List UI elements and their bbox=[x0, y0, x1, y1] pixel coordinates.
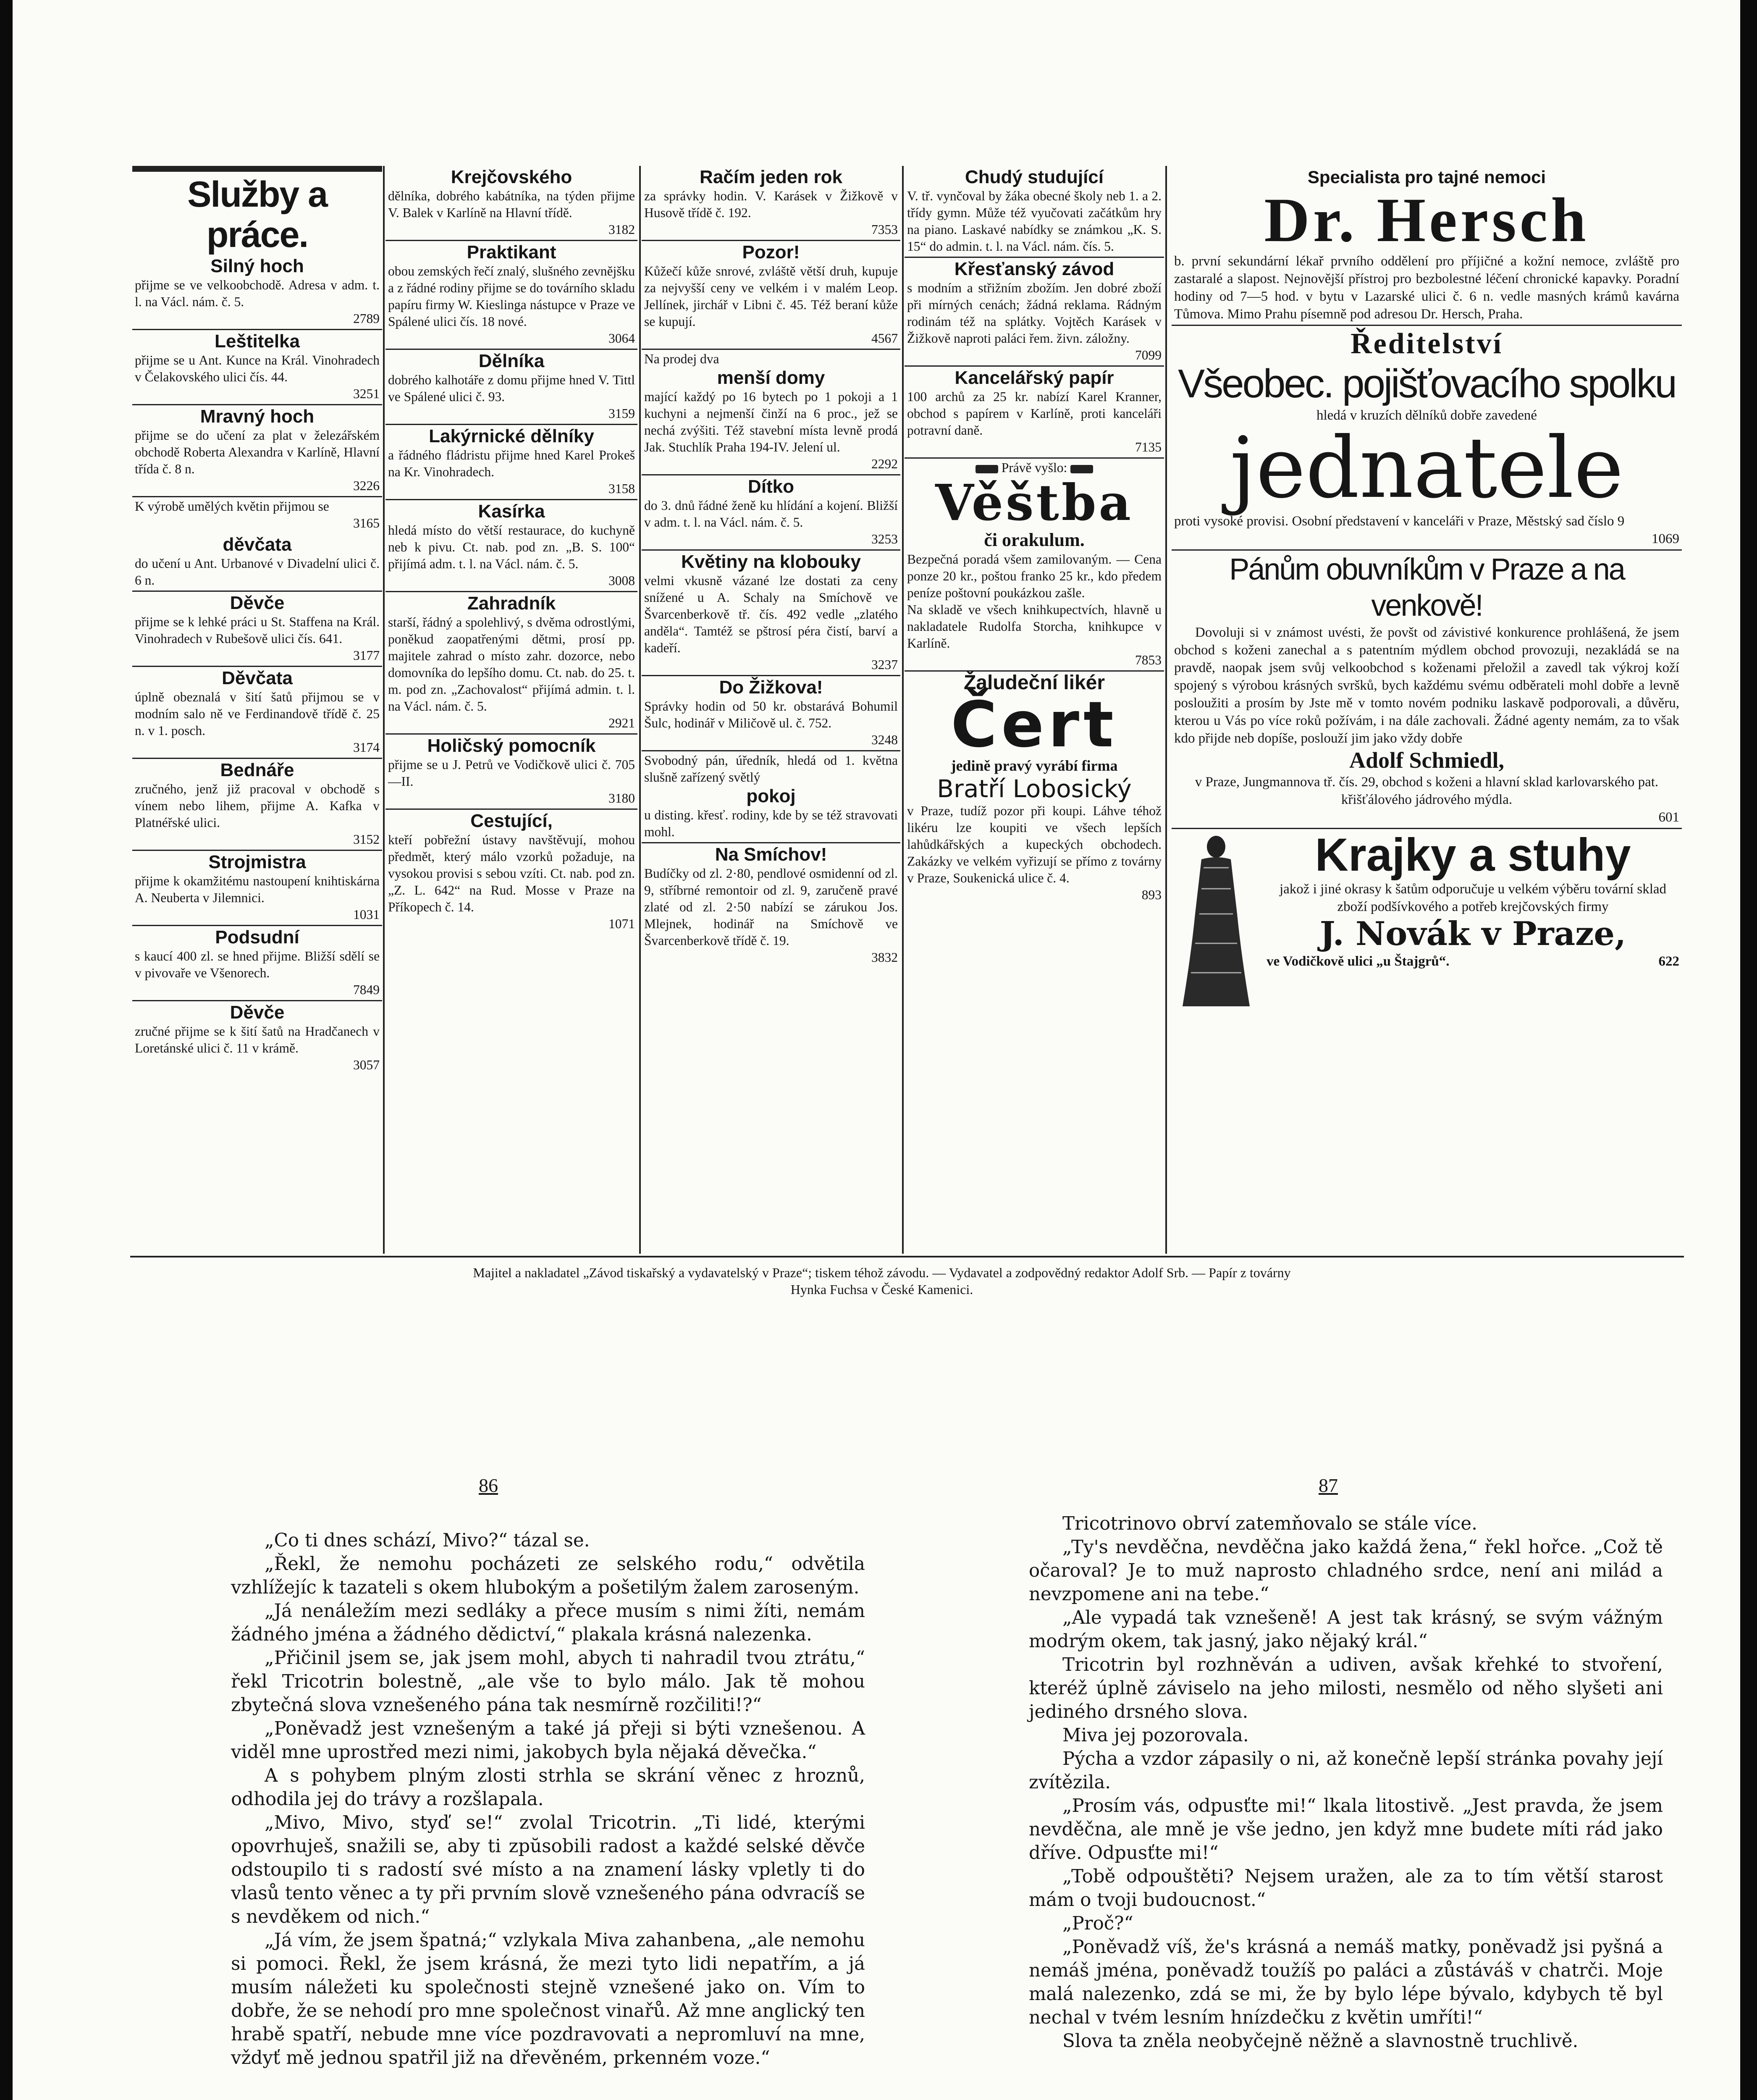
ad-number: 3237 bbox=[871, 657, 898, 672]
ad-body: obou zemských řečí znalý, slušného zevnějšku a z řádné rodiny přijme se do továrního skladu papíru firmy W. Kieslinga nástupce v Praze ve Spálené ulici čís. 18 nové. bbox=[388, 264, 635, 329]
ad-body: Dovoluji si v známost uvésti, že povšt od závistivé konkurence prohlášená, že jsem obchod s koženi zanechal a s patentním mýdlem obchod provozuji, nezakládá se na pravdě, naopak jsem svůj velkoobchod s koženami přeložil a zavedl tak výkroj koží spojený s výrobou krásných svršků, bych každému svému odběrateli mohl dobře a levně posloužiti a prosím by Jste mě v tomto novém podniku laskavě podporovali, a důvěru, kterou u Vás po více roků požívám, i na dále zachovali. Žádné agenty nemám, za to však kdo přijde neb dopíše, poslouží jim jako vždy dobře bbox=[1174, 625, 1679, 746]
story-paragraph: „Poněvadž víš, že's krásná a nemáš matky, poněvadž jsi pyšná a nemáš jména, poněvadž toužíš po paláci a zůstáváš v chatrči. Moje malá nalezenko, zdá se mi, že by bylo lépe bývalo, kdybych tě byl nechal v tvém lesním hnízdečku z květin umříti!“ bbox=[1029, 1937, 1663, 2028]
ad-intro: Na prodej dva bbox=[644, 352, 719, 366]
ad-body: starší, řádný a spolehlivý, s dvěma odrostlými, poněkud zaopatřenými dětmi, prosí pp. majitele zahrad o místo zahr. dozorce, nebo domovníka do lepšího domu. Ct. nab. do 25. t. m. pod zn. „Zachovalost“ přijímá admin. t. l. na Václ. nám. č. 5. bbox=[388, 615, 635, 714]
classified-ad bbox=[642, 551, 900, 676]
classified-ad bbox=[132, 255, 382, 330]
ad-body: přijme se u Ant. Kunce na Král. Vinohradech v Čelakovského ulici čís. 44. bbox=[135, 353, 380, 384]
ad-number: 7353 bbox=[871, 222, 898, 237]
ad-number: 3180 bbox=[608, 791, 635, 806]
story-paragraph: Tricotrin byl rozhněván a udiven, avšak křehké to stvoření, kteréž úplně záviselo na jeho milosti, nesmělo od něho slyšeti ani jediného drsného slova. bbox=[1029, 1654, 1663, 1722]
story-paragraph: „Ty's nevděčna, nevděčna jako každá žena,“ řekl hořce. „Což tě očaroval? Je to muž naprosto chladného srdce, není ani milád a nevzpomene ani na tebe.“ bbox=[1029, 1537, 1663, 1605]
ad-number: 4567 bbox=[871, 331, 898, 346]
ad-body: kteří pobřežní ústavy navštěvují, mohou předmět, který málo vzorků požaduje, na vysokou provisi s sebou vzíti. Ct. nab. pod zn. „Z. L. 642“ na Rud. Mosse v Praze na Příkopech č. 14. bbox=[388, 832, 635, 914]
ad-heading: Silný hoch bbox=[210, 256, 304, 276]
classified-ad bbox=[642, 350, 900, 475]
column-rule bbox=[1165, 166, 1167, 1254]
classified-ad bbox=[132, 533, 382, 592]
ad-body: přijme se k lehké práci u St. Staffena na Král. Vinohradech v Rubešově ulici čís. 641. bbox=[135, 614, 380, 646]
story-paragraph: „Já nenáležím mezi sedláky a přece musím s nimi žíti, nemám žádného jména a žádného dědictví,“ plakala krásná nalezenka. bbox=[231, 1601, 865, 1645]
ads-column-5 bbox=[1172, 166, 1682, 1254]
ad-heading: Na Smíchov! bbox=[715, 844, 827, 865]
liker-heading: Žaludeční likér bbox=[963, 672, 1105, 694]
ad-body: Kůžečí kůže snrové, zvláště větší druh, kupuje za nejvyšší ceny ve velkém i v malém Leop. Jellínek, jirchář v Libni č. 45. Též beraní kůže se kupují. bbox=[644, 264, 898, 329]
ad-heading: Děvčata bbox=[222, 668, 293, 688]
classified-ad bbox=[132, 330, 382, 405]
story-paragraph: „Proč?“ bbox=[1062, 1913, 1133, 1934]
ads-column-3 bbox=[642, 166, 900, 1254]
story-paragraph: „Tobě odpouštěti? Nejsem uražen, ale za to tím větší starost mám o tvoji budoucnost.“ bbox=[1029, 1866, 1663, 1911]
ad-number: 3057 bbox=[353, 1058, 380, 1072]
story-paragraph: Pýcha a vzdor zápasily o ni, až konečně lepší stránka povahy její zvítězila. bbox=[1029, 1748, 1663, 1793]
ad-body: proti vysoké provisi. Osobní představení v kanceláři v Praze, Městský sad číslo 9 bbox=[1174, 514, 1625, 529]
ad-body: přijme se u J. Petrů ve Vodičkově ulici č. 705—II. bbox=[388, 757, 635, 789]
story-paragraph: Slova ta zněla neobyčejně něžně a slavnostně truchlivě. bbox=[1062, 2031, 1579, 2052]
story-paragraph: Tricotrinovo obrví zatemňovalo se stále více. bbox=[1062, 1513, 1477, 1534]
ad-number: 3182 bbox=[608, 222, 635, 237]
ad-body: přijme se do učení za plat v železářském obchodě Roberta Alexandra v Karlíně, Hlavní třída č. 8 n. bbox=[135, 428, 380, 476]
ad-body: do 3. dnů řádné ženě ku hlídání a kojení. Bližší v adm. t. l. na Václ. nám. č. 5. bbox=[644, 498, 898, 530]
ad-number: 3253 bbox=[871, 532, 898, 546]
hersch-ad bbox=[1172, 166, 1682, 326]
section-bar bbox=[132, 166, 382, 172]
dress-figure bbox=[1174, 830, 1258, 1015]
cert-liqueur-ad bbox=[905, 672, 1164, 905]
vestba-pre: Právě vyšlo: bbox=[1001, 460, 1067, 475]
section-title: Služby a práce. bbox=[187, 174, 327, 255]
classified-ad bbox=[385, 735, 637, 810]
ad-body: úplně obeznalá v šití šatů přijmou se v modním salo ně ve Ferdinandově třídě č. 25 n. v 1. posch. bbox=[135, 690, 380, 738]
masthead-line-1: Majitel a nakladatel „Závod tiskařský a vydavatelský v Praze“; tiskem téhož závodu. — Vydavatel a zodpovědný redaktor Adolf Srb. — Papír z továrny bbox=[473, 1265, 1291, 1280]
ad-body: hledá místo do větší restaurace, do kuchyně neb k pivu. Ct. nab. pod zn. „B. S. 100“ přijímá adm. t. l. na Václ. nám. č. 5. bbox=[388, 523, 635, 571]
story-paragraph: „Poněvadž jest vznešeným a také já přeji si býti vznešenou. A viděl mne uprostřed mezi nimi, jakobych byla nějaká děvečka.“ bbox=[231, 1718, 865, 1763]
ad-number: 3177 bbox=[353, 648, 380, 663]
ad-body: K výrobě umělých květin přijmou se bbox=[135, 499, 329, 514]
ad-number: 3832 bbox=[871, 950, 898, 965]
ad-number: 2789 bbox=[353, 311, 380, 326]
ad-number: 893 bbox=[1141, 887, 1162, 902]
ad-heading: Račím jeden rok bbox=[700, 167, 842, 187]
krajky-ad bbox=[1172, 829, 1682, 1016]
ad-number: 3251 bbox=[353, 386, 380, 401]
story-right-page bbox=[1029, 1512, 1663, 2053]
ad-number: 3159 bbox=[608, 406, 635, 421]
ad-number: 1069 bbox=[1652, 531, 1679, 546]
ad-number: 2921 bbox=[608, 716, 635, 730]
ad-number: 3008 bbox=[608, 573, 635, 588]
masthead-line-2: Hynka Fuchsa v České Kamenici. bbox=[790, 1282, 973, 1297]
ad-heading: Květiny na klobouky bbox=[681, 551, 861, 572]
ad-heading: pokoj bbox=[746, 786, 796, 806]
ad-body: jakož i jiné okrasy k šatům odporučuje u velkém výběru tovární sklad zboží podšívkového a potřeb krejčovských firmy bbox=[1279, 882, 1667, 914]
ad-heading: Holičský pomocník bbox=[427, 735, 596, 756]
ad-body: u disting. křesť. rodiny, kde by se též stravovati mohl. bbox=[644, 808, 898, 839]
ad-number: 7849 bbox=[353, 982, 380, 997]
classified-ad bbox=[385, 592, 637, 735]
ad-number: 7135 bbox=[1135, 440, 1162, 454]
classified-ad bbox=[385, 166, 637, 241]
story-paragraph: „Řekl, že nemohu pocházeti ze selského rodu,“ odvětila vzhlížejíc k tazateli s okem hlubokým a pošetilým žalem zaroseným. bbox=[231, 1554, 865, 1598]
ad-heading: Pozor! bbox=[742, 242, 800, 262]
ad-body: dělníka, dobrého kabátníka, na týden přijme V. Balek v Karlíně na Hlavní třídě. bbox=[388, 189, 635, 220]
ad-number: 1071 bbox=[608, 916, 635, 931]
classified-ad bbox=[132, 497, 382, 533]
ad-heading: Strojmistra bbox=[208, 852, 306, 872]
ad-heading: Dělníka bbox=[478, 351, 545, 371]
ad-heading: menší domy bbox=[717, 368, 825, 388]
ad-number: 3226 bbox=[353, 478, 380, 493]
ad-number: 622 bbox=[1658, 954, 1679, 969]
column-rule bbox=[639, 166, 641, 1254]
ad-number: 2292 bbox=[871, 457, 898, 471]
hersch-pre: Specialista pro tajné nemoci bbox=[1307, 167, 1546, 187]
ad-body: mající každý po 16 bytech po 1 pokoji a 1 kuchyni a nejmenší činží na 6 proc., jež se nechá zvýšiti. Též stavební místa levně prodá Jak. Stuchlík Praha 194-IV. Jelení ul. bbox=[644, 389, 898, 454]
ad-body: Budíčky od zl. 2·80, pendlové osmidenní od zl. 9, stříbrné remontoir od zl. 9, zaručeně pravé zlaté od zl. 2·50 nabízí se zárukou Jos. Mlejnek, hodinář na Smíchově ve Švarcenberkově třídě č. 19. bbox=[644, 866, 898, 948]
ad-heading: Děvče bbox=[230, 1002, 285, 1023]
classified-ad bbox=[642, 475, 900, 551]
ads-column-1 bbox=[132, 166, 382, 1254]
classified-ad bbox=[385, 810, 637, 934]
ad-number: 7853 bbox=[1135, 653, 1162, 667]
ad-number: 1031 bbox=[353, 907, 380, 922]
page-number-right: 87 bbox=[1319, 1475, 1338, 1496]
ad-body: zručné přijme se k šití šatů na Hradčanech v Loretánské ulici č. 11 v krámě. bbox=[135, 1024, 380, 1055]
story-paragraph: „Přičinil jsem se, jak jsem mohl, abych ti nahradil tvou ztrátu,“ řekl Tricotrin bolestně, „ale vše to bylo málo. Jak tě mohou zbytečná slova vznešeného pána tak nesmírně rozčiliti!?“ bbox=[231, 1648, 865, 1716]
column-rule bbox=[902, 166, 904, 1254]
ad-heading: Podsudní bbox=[215, 927, 299, 948]
classified-ad bbox=[642, 166, 900, 241]
ad-heading: Děvče bbox=[230, 593, 285, 613]
scan-edge-left bbox=[0, 0, 13, 2100]
ad-body: velmi vkusně vázané lze dostati za ceny snížené u A. Schaly na Smíchově ve Švarcenberkově tř. čís. 492 vedle „zlatého anděla“. Tamtéž se pštrosí péra čistí, barví a kadeří. bbox=[644, 573, 898, 655]
ad-number: 601 bbox=[1658, 810, 1679, 825]
ad-number: 3152 bbox=[353, 832, 380, 847]
classified-ad bbox=[385, 500, 637, 592]
obuvnici-signature: Adolf Schmiedl, bbox=[1349, 748, 1505, 773]
ad-heading: Zahradník bbox=[467, 593, 556, 614]
classified-ad bbox=[132, 1001, 382, 1075]
ad-heading: Krejčovského bbox=[451, 167, 572, 187]
masthead bbox=[168, 1264, 1596, 1298]
classified-ad bbox=[905, 367, 1164, 459]
obuvnici-title: Pánům obuvníkům v Praze a na venkově! bbox=[1229, 553, 1624, 622]
ad-number: 3165 bbox=[353, 516, 380, 530]
ad-heading: Dítko bbox=[748, 476, 794, 497]
ad-body: Bezpečná poradá všem zamilovaným. — Cena ponze 20 kr., poštou franko 25 kr., kdo předem peníze poštovní poukázkou zašle. bbox=[907, 552, 1162, 600]
classified-ad bbox=[132, 667, 382, 759]
ad-heading: Cestující, bbox=[470, 811, 553, 831]
ad-body: dobrého kalhotáře z domu přijme hned V. Tittl ve Spálené ulici č. 93. bbox=[388, 373, 635, 404]
ad-number: 3158 bbox=[608, 481, 635, 496]
ads-column-2 bbox=[385, 166, 637, 1254]
ad-heading: Do Žižkova! bbox=[719, 677, 823, 698]
ad-number: 7099 bbox=[1135, 348, 1162, 362]
ad-heading: děvčata bbox=[223, 534, 292, 555]
scan-edge-right bbox=[1740, 0, 1757, 2100]
reditelstvi-ad bbox=[1172, 326, 1682, 551]
obuvnici-address: v Praze, Jungmannova tř. čís. 29, obchod s koženi a hlavní sklad karlovarského pat. křišťálového jádrového mýdla. bbox=[1195, 774, 1659, 807]
ad-body: s kaucí 400 zl. se hned přijme. Bližší sdělí se v pivovaře ve Všenorech. bbox=[135, 949, 380, 980]
classified-ad bbox=[385, 350, 637, 425]
classified-ad bbox=[642, 843, 900, 968]
story-paragraph: A s pohybem plným zlosti strhla se skrání věnec z hroznů, odhodila jej do trávy a rozšlapala. bbox=[231, 1765, 865, 1810]
ad-body: zručného, jenž již pracoval v obchodě s vínem nebo lihem, přijme A. Kafka v Platnéřské ulici. bbox=[135, 782, 380, 830]
ad-heading: Křesťanský závod bbox=[954, 259, 1115, 279]
ad-heading: Lakýrnické dělníky bbox=[429, 426, 594, 446]
story-paragraph: Miva jej pozorovala. bbox=[1062, 1725, 1249, 1746]
cert-firm-name: Bratří Lobosický bbox=[937, 774, 1132, 803]
ad-heading: Praktikant bbox=[467, 242, 556, 262]
classified-ad bbox=[905, 258, 1164, 367]
classified-ad bbox=[132, 405, 382, 497]
ad-body: s modním a střižním zbožím. Jen dobré zboží při mírných cenách; žádná reklama. Rádným rodinám též na splátky. Vojtěch Karásek v Žižkově naproti paláci řem. živn. záložny. bbox=[907, 281, 1162, 346]
ad-intro: Svobodný pán, úředník, hledá od 1. května slušně zařízený světlý bbox=[644, 753, 898, 785]
classified-ad bbox=[385, 241, 637, 350]
classified-ad bbox=[905, 166, 1164, 258]
ad-body: přijme se ve velkoobchodě. Adresa v adm. t. l. na Václ. nám. č. 5. bbox=[135, 278, 380, 309]
classified-ad bbox=[385, 425, 637, 500]
page-number-left: 86 bbox=[479, 1475, 498, 1496]
ad-body: V. tř. vynčoval by žáka obecné školy neb 1. a 2. třídy gymn. Může též vyučovati začátkům hry na piano. Laskavé nabídky se známkou „K. S. 15“ do admin. t. l. na Václ. nám. čís. 5. bbox=[907, 189, 1162, 254]
ad-body: přijme k okamžitému nastoupení knihtiskárna A. Neuberta v Jilemnici. bbox=[135, 874, 380, 905]
ad-heading: Mravný hoch bbox=[200, 406, 315, 427]
krajky-firm: J. Novák v Praze, bbox=[1319, 915, 1626, 953]
dress-form-icon bbox=[1178, 830, 1254, 1015]
classified-ad bbox=[132, 592, 382, 667]
column-rule bbox=[383, 166, 385, 1254]
reditelstvi-heading: Ředitelství bbox=[1351, 328, 1503, 360]
ad-body: 100 archů za 25 kr. nabízí Karel Kranner, obchod s papírem v Karlíně, proti kanceláři potravní daně. bbox=[907, 389, 1162, 438]
story-paragraph: „Prosím vás, odpusťte mi!“ lkala litostivě. „Jest pravda, že jsem nevděčna, ale mně je vše jedno, jen když mne budete míti rád jako dříve. Odpusťte mi!“ bbox=[1029, 1796, 1663, 1864]
ad-heading: Leštitelka bbox=[215, 331, 300, 352]
classified-ad bbox=[642, 241, 900, 350]
cert-title: Čert bbox=[951, 688, 1118, 761]
story-paragraph: „Mivo, Mivo, styď se!“ zvolal Tricotrin. „Ti lidé, kterými opovrhuješ, snažili se, aby ti zpŭsobili radost a každé selské děvče odstoupilo ti s radostí své místo a na znamení lásky vpletly ti do vlasů tento věnec a ty při prvním slově vznešeného pána odvracíš se s nevděkem od nich.“ bbox=[231, 1812, 865, 1927]
obuvnici-ad bbox=[1172, 551, 1682, 829]
classified-ad bbox=[642, 676, 900, 751]
reditelstvi-subtitle: hledá v kruzích dělníků dobře zavedené bbox=[1316, 408, 1537, 423]
reditelstvi-jednatele: jednatele bbox=[1230, 419, 1624, 517]
hersch-title: Dr. Hersch bbox=[1264, 185, 1589, 255]
pointing-hand-icon bbox=[976, 465, 998, 473]
classified-ad bbox=[132, 759, 382, 851]
cert-firma: jedině pravý vyrábí firma bbox=[951, 757, 1118, 774]
pointing-hand-icon bbox=[1070, 465, 1093, 473]
ads-column-4 bbox=[905, 166, 1164, 1254]
ad-number: 3248 bbox=[871, 732, 898, 747]
krajky-title: Krajky a stuhy bbox=[1315, 829, 1631, 881]
story-paragraph: „Já vím, že jsem špatná;“ vzlykala Miva zahanbena, „ale nemohu si pomoci. Řekl, že jsem krásná, že mezi tyto lidi nepatřím, a já musím náležeti ku společnosti stejně vznešené jako on. Vím to dobře, že se nehodí pro mne společnost vinařů. Až mne anglický ten hrabě spatří, nebude mne více pozdravovati a nepromluví na mne, vždyť mě jednou spatřil již na dřevěném, prkenném voze.“ bbox=[231, 1930, 865, 2068]
ad-number: 3064 bbox=[608, 331, 635, 346]
story-left-page bbox=[231, 1529, 865, 2070]
ad-heading: Kancelářský papír bbox=[955, 368, 1114, 388]
ad-body: do učení u Ant. Urbanové v Divadelní ulici č. 6 n. bbox=[135, 556, 380, 588]
story-paragraph: „Ale vypadá tak vznešeně! A jest tak krásný, se svým vážným modrým okem, tak jasný, jako nějaký král.“ bbox=[1029, 1607, 1663, 1652]
classified-ad bbox=[132, 926, 382, 1001]
ad-heading: Bednáře bbox=[220, 760, 294, 780]
reditelstvi-title: Všeobec. pojišťovacího spolku bbox=[1178, 361, 1676, 406]
ad-body: v Praze, tudíž pozor při koupi. Láhve téhož likéru lze koupiti ve všech lepších lahůdkářských a kupeckých obchodech. Zakázky ve velkém vyřizují se přímo z továrny v Praze, Soukenická ulice č. 4. bbox=[907, 803, 1162, 885]
classified-ad bbox=[132, 851, 382, 926]
ad-body: za správky hodin. V. Karásek v Žižkově v Husově třídě č. 192. bbox=[644, 189, 898, 220]
story-paragraph: „Co ti dnes schází, Mivo?“ tázal se. bbox=[265, 1530, 590, 1551]
masthead-rule bbox=[130, 1256, 1684, 1257]
ad-heading: Kasírka bbox=[478, 501, 545, 522]
ad-body: a řádného fládristu přijme hned Karel Prokeš na Kr. Vinohradech. bbox=[388, 448, 635, 479]
ad-number: 3174 bbox=[353, 740, 380, 755]
vestba-ad bbox=[905, 459, 1164, 672]
ad-heading: Chudý studující bbox=[965, 167, 1104, 187]
krajky-address: ve Vodičkově ulici „u Štajgrů“. bbox=[1267, 954, 1450, 969]
krajky-footer bbox=[1267, 953, 1679, 970]
ad-body: b. první sekundární lékař prvního oddělení pro příjičné a kožní nemoce, zvláště pro zastaralé a slapost. Nejnovější přístroj pro bezbolestné léčení chronické kapavky. Poradní hodiny od 7—5 hod. v bytu v Lazarské ulici č. 6 n. vedle masných krámů kavárna Tůmova. Mimo Prahu písemně pod adresou Dr. Hersch, Praha. bbox=[1174, 254, 1679, 322]
ad-body: Na skladě ve všech knihkupectvích, hlavně u nakladatele Rudolfa Storcha, knihkupce v Karlíně. bbox=[907, 602, 1162, 651]
vestba-title: Věštba bbox=[935, 473, 1133, 532]
vestba-subtitle: či orakulum. bbox=[984, 530, 1085, 550]
classified-ad bbox=[642, 751, 900, 843]
ad-body: Správky hodin od 50 kr. obstarává Bohumil Šulc, hodinář v Miličově ul. č. 752. bbox=[644, 699, 898, 730]
